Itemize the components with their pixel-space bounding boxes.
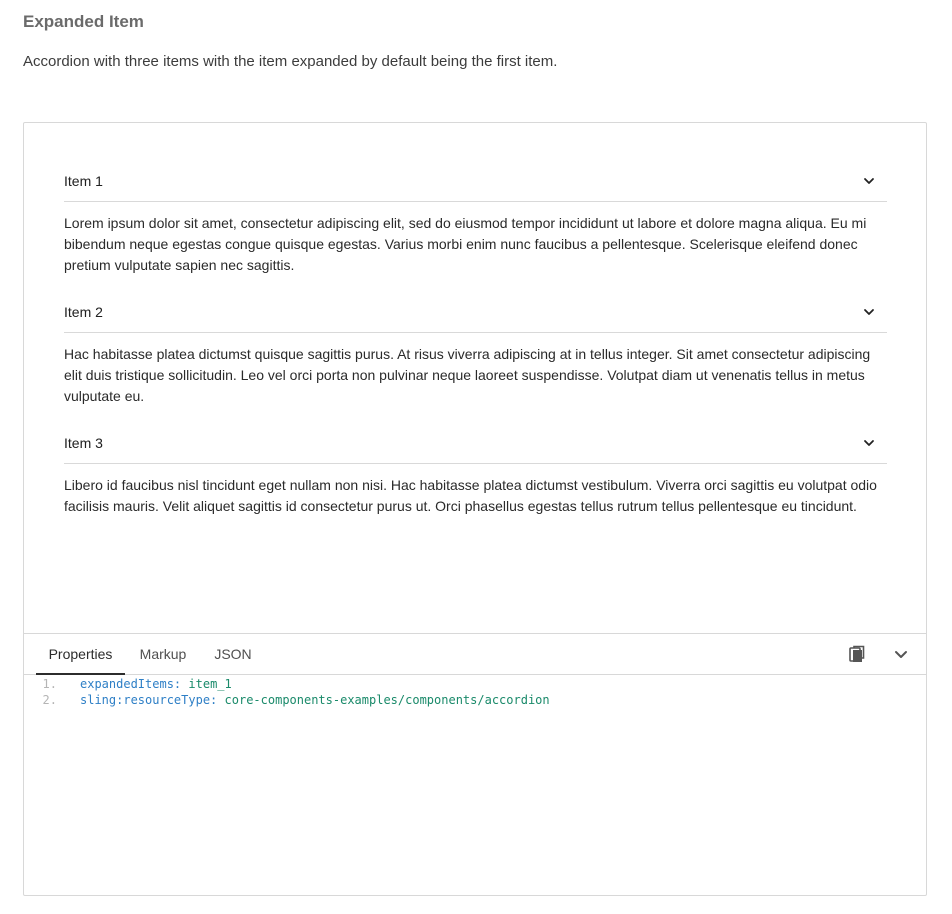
copy-icon[interactable] bbox=[847, 644, 867, 664]
accordion-title: Item 2 bbox=[64, 304, 103, 320]
accordion-item-2 bbox=[64, 292, 887, 407]
accordion-panel-item-3: Libero id faucibus nisl tincidunt eget nullam non nisi. Hac habitasse platea dictumst vestibulum. Viverra orci sagittis eu volutpat odio facilisis mauris. Velit aliquet sagittis id consectetur purus ut. Orci phasellus egestas tellus rutrum tellus pellentesque eu tincidunt. bbox=[64, 477, 877, 514]
component-preview bbox=[24, 123, 926, 634]
chevron-down-icon bbox=[863, 437, 875, 449]
section-description: Accordion with three items with the item expanded by default being the first item. bbox=[23, 53, 558, 70]
code-tabs-bar bbox=[24, 634, 926, 675]
tab-properties[interactable]: Properties bbox=[36, 634, 125, 674]
accordion bbox=[64, 161, 887, 554]
code-line bbox=[24, 692, 926, 708]
property-value: core-components-examples/components/accordion bbox=[224, 693, 550, 707]
accordion-panel-item-1: Lorem ipsum dolor sit amet, consectetur adipiscing elit, sed do eiusmod tempor incididunt ut labore et dolore magna aliqua. Eu mi bibendum neque egestas congue quisque egestas. Varius morbi enim nunc faucibus a pellentesque. Scelerisque eleifend donec pretium vulputate sapien nec sagittis. bbox=[64, 215, 867, 273]
chevron-down-icon bbox=[863, 175, 875, 187]
property-colon: : bbox=[173, 677, 182, 691]
line-number: 1. bbox=[42, 677, 57, 691]
code-viewer bbox=[24, 676, 926, 708]
tab-json[interactable]: JSON bbox=[214, 646, 252, 662]
property-value: item_1 bbox=[188, 677, 232, 691]
property-key: expandedItems bbox=[80, 677, 174, 691]
line-number: 2. bbox=[42, 693, 57, 707]
code-line bbox=[24, 676, 926, 692]
chevron-down-icon bbox=[863, 306, 875, 318]
chevron-down-icon[interactable] bbox=[891, 644, 911, 664]
accordion-item-3 bbox=[64, 423, 887, 538]
accordion-title: Item 1 bbox=[64, 173, 103, 189]
property-key: sling:resourceType bbox=[80, 693, 211, 707]
property-colon: : bbox=[210, 693, 218, 707]
accordion-header-item-3[interactable] bbox=[64, 423, 887, 464]
accordion-panel-item-2: Hac habitasse platea dictumst quisque sagittis purus. At risus viverra adipiscing at in tellus integer. Sit amet consectetur adipiscing elit duis tristique sollicitudin. Leo vel orci porta non pulvinar neque laoreet suspendisse. Volutpat diam ut venenatis tellus in metus vulputate eu. bbox=[64, 346, 871, 404]
accordion-header-item-2[interactable] bbox=[64, 292, 887, 333]
accordion-item-1 bbox=[64, 161, 887, 276]
section-title: Expanded Item bbox=[23, 12, 144, 31]
example-frame bbox=[23, 122, 927, 896]
tab-markup[interactable]: Markup bbox=[139, 646, 187, 662]
accordion-title: Item 3 bbox=[64, 435, 103, 451]
accordion-header-item-1[interactable] bbox=[64, 161, 887, 202]
